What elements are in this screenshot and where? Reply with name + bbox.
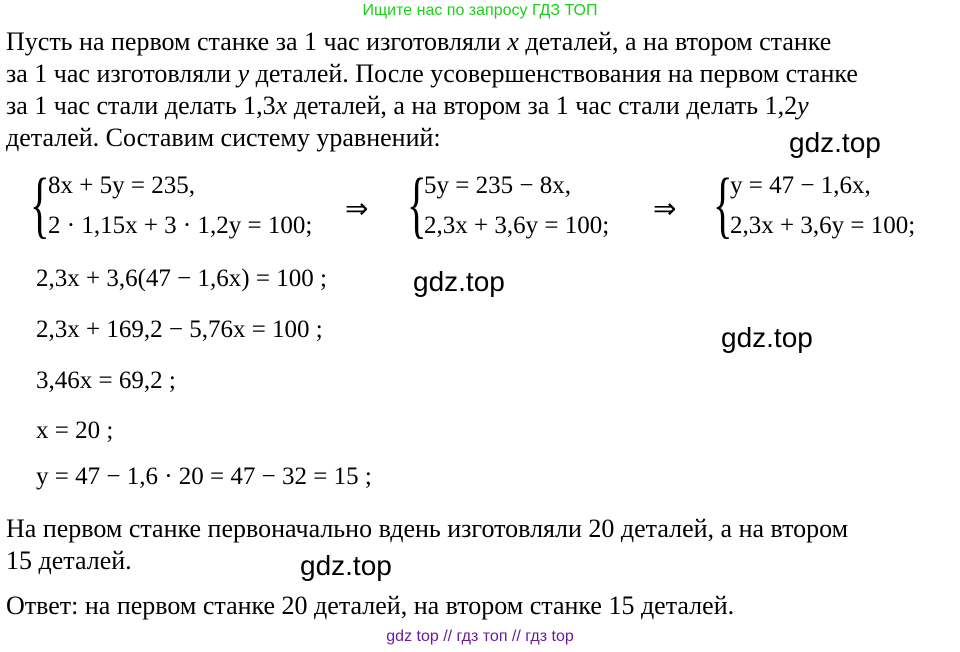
intro-line-4: деталей. Составим систему уравнений:	[6, 123, 441, 152]
system-brace-3: {	[713, 164, 733, 246]
top-search-banner: Ищите нас по запросу ГДЗ ТОП	[362, 2, 598, 19]
system2-equation-2: 2,3x + 3,6y = 100;	[424, 212, 610, 239]
watermark: gdz.top	[721, 322, 813, 353]
solution-step: y = 47 − 1,6 · 20 = 47 − 32 = 15 ;	[36, 463, 372, 490]
system3-equation-2: 2,3x + 3,6y = 100;	[730, 212, 916, 239]
conclusion-line-2: 15 деталей.	[6, 546, 132, 575]
solution-step: x = 20 ;	[36, 417, 114, 444]
solution-step: 2,3x + 3,6(47 − 1,6x) = 100 ;	[36, 265, 327, 292]
implies-arrow-2: ⇒	[653, 192, 677, 225]
solution-step: 3,46x = 69,2 ;	[36, 367, 176, 394]
watermark: gdz.top	[789, 127, 881, 158]
system2-equation-1: 5y = 235 − 8x,	[424, 172, 571, 199]
answer-line: Ответ: на первом станке 20 деталей, на втором станке 15 деталей.	[6, 591, 735, 620]
conclusion-line-1: На первом станке первоначально вдень изготовляли 20 деталей, а на втором	[6, 514, 849, 543]
watermark: gdz.top	[413, 266, 505, 297]
solution-step: 2,3x + 169,2 − 5,76x = 100 ;	[36, 316, 323, 343]
system-brace-2: {	[407, 164, 427, 246]
system-brace-1: {	[30, 164, 50, 246]
system1-equation-2: 2 · 1,15x + 3 · 1,2y = 100;	[48, 212, 313, 239]
system3-equation-1: y = 47 − 1,6x,	[730, 172, 871, 199]
intro-line-1: Пусть на первом станке за 1 час изготовляли x деталей, а на втором станке	[6, 27, 832, 56]
bottom-banner: gdz top // гдз топ // гдз top	[386, 628, 574, 645]
implies-arrow-1: ⇒	[345, 192, 369, 225]
watermark: gdz.top	[300, 550, 392, 581]
intro-line-3: за 1 час стали делать 1,3x деталей, а на втором за 1 час стали делать 1,2y	[6, 91, 809, 120]
system1-equation-1: 8x + 5y = 235,	[48, 172, 195, 199]
intro-line-2: за 1 час изготовляли y деталей. После усовершенствования на первом станке	[6, 59, 858, 88]
